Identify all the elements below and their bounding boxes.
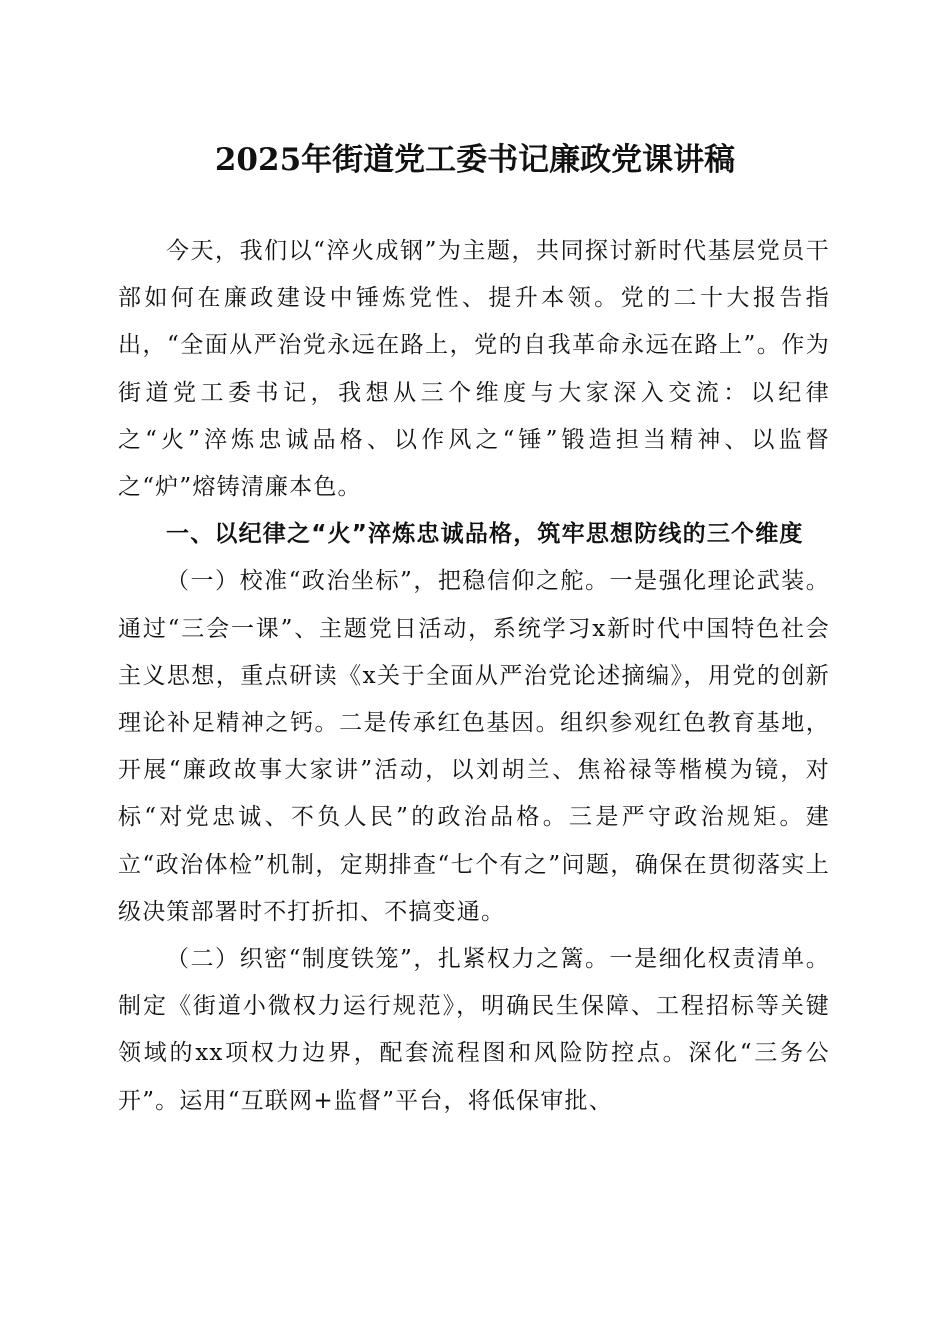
section-heading: 一、以纪律之“火”淬炼忠诚品格，筑牢思想防线的三个维度 xyxy=(166,521,804,548)
document-title: 2025年街道党工委书记廉政党课讲稿 xyxy=(214,142,736,178)
section-item-paragraph: （一）校准“政治坐标”，把稳信仰之舵。一是强化理论武装。通过“三会一课”、主题党日活动，系统学习x新时代中国特色社会主义思想，重点研读《x关于全面从严治党论述摘编》，用党的创新理论补足精神之钙。二是传承红色基因。组织参观红色教育基地，开展“廉政故事大家讲”活动，以刘胡兰、焦裕禄等楷模为镜，对标“对党忠诚、不负人民”的政治品格。三是严守政治规矩。建立“政治体检”机制，定期排查“七个有之”问题，确保在贯彻落实上级决策部署时不打折扣、不搞变通。 xyxy=(118,568,830,925)
document-body xyxy=(118,228,830,1125)
intro-paragraph: 今天，我们以“淬火成钢”为主题，共同探讨新时代基层党员干部如何在廉政建设中锤炼党性、提升本领。党的二十大报告指出，“全面从严治党永远在路上，党的自我革命永远在路上”。作为街道党工委书记，我想从三个维度与大家深入交流：以纪律之“火”淬炼忠诚品格、以作风之“锤”锻造担当精神、以监督之“炉”熔铸清廉本色。 xyxy=(118,238,830,501)
section-item-paragraph: （二）织密“制度铁笼”，扎紧权力之篱。一是细化权责清单。制定《街道小微权力运行规范》，明确民生保障、工程招标等关键领域的xx项权力边界，配套流程图和风险防控点。深化“三务公开”。运用“互联网+监督”平台，将低保审批、 xyxy=(118,946,830,1114)
